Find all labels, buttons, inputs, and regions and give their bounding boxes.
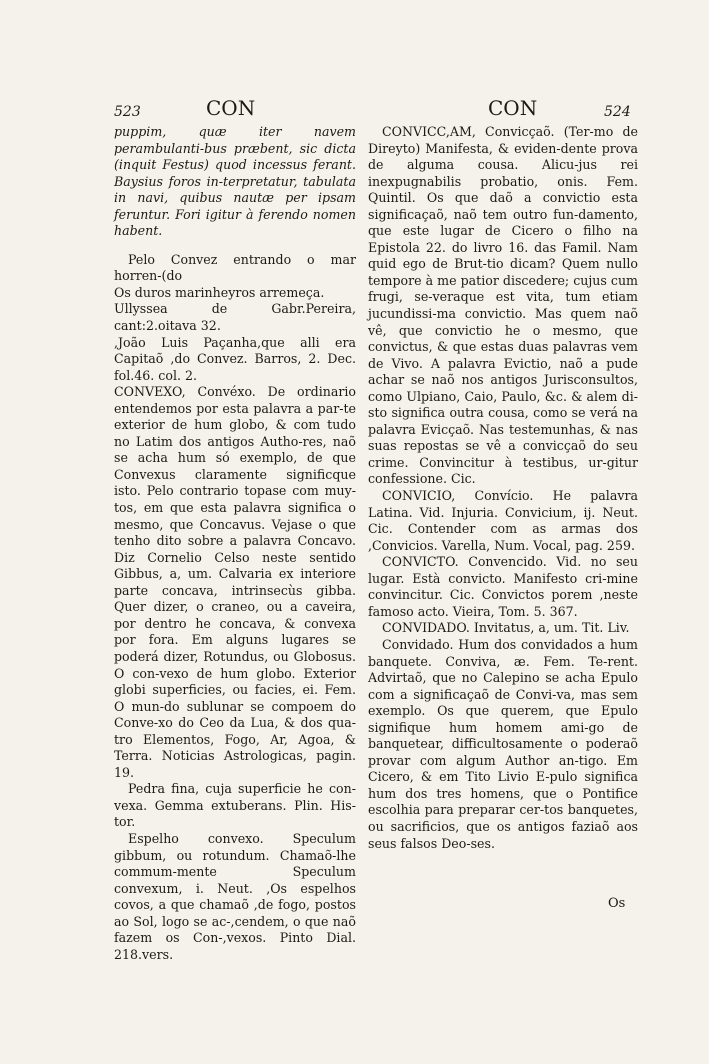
entry-convidado: CONVIDADO. Invitatus, a, um. Tit. Liv.: [382, 620, 630, 636]
entry-conviccam: CONVICC,AM, Convicçaõ. (Ter-mo de Direyto) Manifesta, & eviden-dente prova de alguma cousa. Alicu-jus rei inexpugnabilis probatio, onis. Fem. Quintil. Os que daõ a convictio esta significaçaõ, naõ tem outro fun-damento, que este lugar de Cicero o filho na Epistola 22. do livro 16. das Famil. Nam quid ego de Brut-tio dicam? Quem nullo tempore à me patior discedere; cujus cum frugi, se-veraque est vita, tum etiam jucundissi-ma convictio. Mas quem naõ vê, que convictio he o mesmo, que convictus, & que estas duas palavras vem de Vivo. A palavra Evictio, naõ a pude achar se naõ nos antigos Jurisconsultos, como Ulpiano, Caio, Paulo, &c. & alem di-sto significa outra cousa, como se verá na palavra Evicçaõ. Nas testemunhas, & nas suas repostas se vê a convicçaõ do seu crime. Convincitur à testibus, ur-gitur confessione. Cic.: [368, 124, 638, 487]
citation: Ullyssea de Gabr.Pereira, cant:2.oitava 32.: [114, 301, 356, 334]
verse-line: Pelo Convez entrando o mar horren-(do: [114, 251, 356, 284]
entry-text: Espelho convexo. Speculum gibbum, ou rotundum. Chamaõ-lhe commum-mente Speculum convexum, i. Neut. ,Os espelhos covos, a que chamaõ ,de fogo, postos ao Sol, logo se ac-,cendem, o que naõ fazem os Con-,vexos. Pinto Dial. 218.vers.: [114, 830, 356, 962]
right-running-head: CON: [488, 96, 538, 120]
left-running-head: CON: [206, 96, 256, 120]
right-page-number: 524: [604, 104, 631, 120]
entry-text: puppim, quæ iter navem perambulanti-bus præbent, sic dicta (inquit Festus) quod incessus ferant. Baysius foros in-terpretatur, tabulata in navi, quibus nautæ per ipsam feruntur. Fori igitur à ferendo nomen habent.: [114, 124, 356, 239]
left-column: [114, 124, 356, 963]
entry-convicio: CONVICIO, Convício. He palavra Latina. Vid. Injuria. Convicium, ij. Neut. Cic. Contender com as armas dos ,Convicios. Varella, Num. Vocal, pag. 259.: [368, 488, 638, 553]
entry-convicto: CONVICTO. Convencido. Vid. no seu lugar. Està convicto. Manifesto cri-mine convincitur. Cic. Convictos porem ,neste famoso acto. Vieira, Tom. 5. 367.: [368, 554, 638, 619]
right-column: [368, 124, 638, 852]
left-page-number: 523: [114, 104, 141, 120]
entry-convexo: CONVEXO, Convéxo. De ordinario entendemos por esta palavra a par-te exterior de hum globo, & com tudo no Latim dos antigos Autho-res, naõ se acha hum só exemplo, de que Convexus claramente significque isto. Pelo contrario topase com muy-tos, em que esta palavra significa o mesmo, que Concavus. Vejase o que tenho dito sobre a palavra Concavo. Diz Cornelio Celso neste sentido Gibbus, a, um. Calvaria ex interiore parte concava, intrinsecùs gibba. Quer dizer, o craneo, ou a caveira, por dentro he concava, & convexa por fora. Em alguns lugares se poderá dizer, Rotundus, ou Globosus. O con-vexo de hum globo. Exterior globi superficies, ou facies, ei. Fem. O mun-do sublunar se compoem do Conve-xo do Ceo da Lua, & dos qua-tro Elementos, Fogo, Ar, Agoa, & Terra. Noticias Astrologicas, pagin. 19.: [114, 384, 356, 780]
verse-line: Os duros marinheyros arremeça.: [114, 284, 325, 300]
entry-text: Pedra fina, cuja superficie he con-vexa. Gemma extuberans. Plin. His-tor.: [114, 781, 356, 830]
entry-text: Convidado. Hum dos convidados a hum banquete. Conviva, æ. Fem. Te-rent. Advirtaõ, que no Calepino se acha Epulo com a significaçaõ de Convi-va, mas sem exemplo. Os que querem, que Epulo signifique hum homem ami-go de banquetear, difficultosamente o poderaõ provar com algum Author an-tigo. Em Cicero, & em Tito Livio E-pulo significa hum dos tres homens, que o Pontifice escolhia para preparar cer-tos banquetes, ou sacrificios, que os antigos faziaõ aos seus falsos Deo-ses.: [368, 636, 638, 851]
catchword: Os: [608, 896, 626, 911]
citation: ,João Luis Paçanha,que alli era Capitaõ ,do Convez. Barros, 2. Dec. fol.46. col. 2.: [114, 334, 356, 383]
